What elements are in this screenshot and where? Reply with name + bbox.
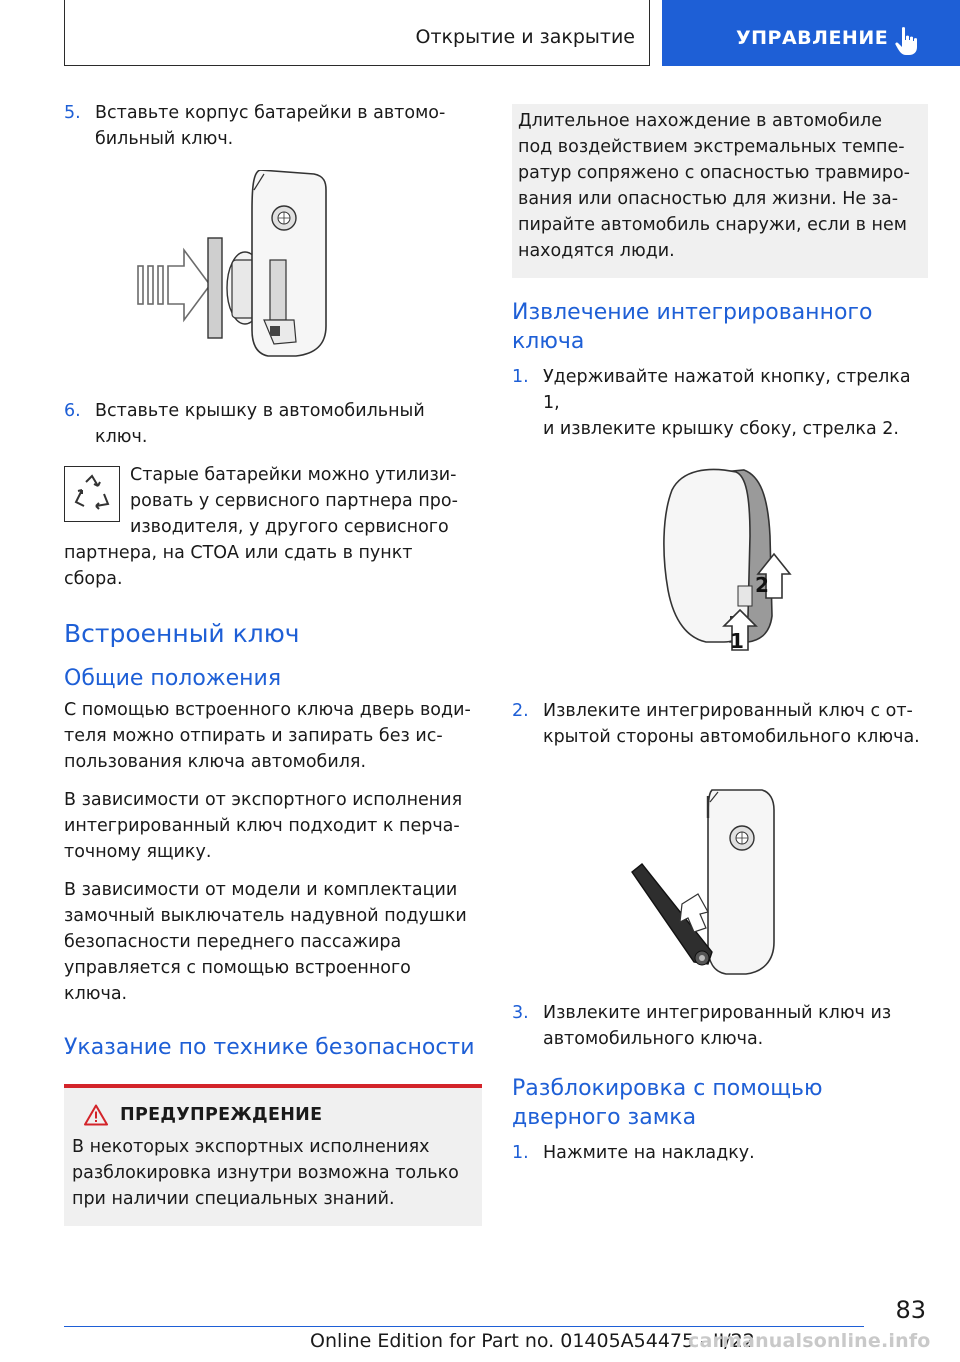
step-number: 5. (64, 103, 81, 123)
recycle-icon (64, 466, 120, 522)
recycle-text: изводителя, у другого сервисного (130, 517, 449, 537)
step-number: 3. (512, 1003, 529, 1023)
step-6 (64, 398, 482, 450)
header-section-title: Открытие и закрытие (415, 26, 635, 48)
heading-integrated-key: Встроенный ключ (64, 619, 300, 648)
figure-battery-insert (64, 170, 482, 384)
left-column (64, 100, 482, 1226)
watermark[interactable]: carmanualsonline.info (688, 1330, 931, 1352)
step-number: 1. (512, 367, 529, 387)
warning-triangle-icon (84, 1104, 108, 1126)
hand-pointer-icon (894, 26, 920, 56)
figure-label-2: 2 (755, 573, 769, 597)
footer-rule (64, 1326, 864, 1327)
warning-box (64, 1088, 482, 1226)
right-column (512, 104, 928, 1166)
header-chapter-tab[interactable] (662, 0, 960, 66)
battery-insert-illustration (64, 170, 482, 384)
warning-text: В некоторых экспортных исполнениях разблокировка изнутри возможна только при наличии специальных знаний. (72, 1137, 459, 1209)
recycle-text: Старые батарейки можно утилизи- (130, 465, 457, 485)
step-text: бильный ключ. (95, 129, 234, 149)
page-number: 83 (895, 1296, 926, 1324)
recycle-note (64, 462, 482, 592)
step-text: Вставьте корпус батарейки в автомо- (95, 103, 446, 123)
figure-remove-cover (512, 466, 928, 682)
header-chapter-label: УПРАВЛЕНИЕ (736, 27, 889, 49)
heading-safety: Указание по технике безопасности (64, 1035, 475, 1060)
heading-extract-key: Извлечение интегрированного ключа (512, 300, 873, 354)
pull-key-illustration (512, 766, 928, 980)
warning-title: ПРЕДУПРЕЖДЕНИЕ (84, 1104, 468, 1126)
step-1-unlock: 1. Нажмите на накладку. (512, 1140, 928, 1166)
paragraph-2: В зависимости от экспортного исполнения интегрированный ключ подходит к перча- точному ящику. (64, 790, 463, 862)
heading-general: Общие положения (64, 666, 282, 691)
recycle-text: ровать у сервисного партнера про- (130, 491, 458, 511)
remove-cover-illustration (512, 466, 928, 682)
heading-unlock-door: Разблокировка с помощью дверного замка (512, 1076, 823, 1130)
step-1: 1. Удерживайте нажатой кнопку, стрелка 1, и извлеките крышку сбоку, стрелка 2. (512, 364, 928, 442)
paragraph-3: В зависимости от модели и комплектации замочный выключатель надувной подушки безопасности переднего пассажира управляется с помощью встроенного ключа. (64, 880, 467, 1004)
header-section-box (64, 0, 650, 66)
figure-label-1: 1 (730, 629, 744, 653)
footer-edition: Online Edition for Part no. 01405A54475 - II/22 (310, 1330, 755, 1352)
step-number: 1. (512, 1143, 529, 1163)
recycle-text: сбора. (64, 569, 123, 589)
warning-continued-box: Длительное нахождение в автомобиле под воздействием экстремальных темпе- ратур сопряжено с опасностью травмиро- вания или опасностью для жизни. Не за- пирайте автомобиль снаружи, если в нем находятся люди. (512, 104, 928, 278)
figure-pull-key (512, 766, 928, 980)
paragraph-1: С помощью встроенного ключа дверь води- теля можно отпирать и запирать без ис- пользования ключа автомобиля. (64, 700, 471, 772)
step-number: 6. (64, 401, 81, 421)
warning-block (64, 1084, 482, 1226)
step-text: Вставьте крышку в автомобильный (95, 401, 425, 421)
recycle-text: партнера, на СТОА или сдать в пункт (64, 543, 413, 563)
step-2: 2. Извлеките интегрированный ключ с от- крытой стороны автомобильного ключа. (512, 698, 928, 750)
step-number: 2. (512, 701, 529, 721)
step-5 (64, 100, 482, 152)
step-3: 3. Извлеките интегрированный ключ из автомобильного ключа. (512, 1000, 928, 1052)
step-text: ключ. (95, 427, 148, 447)
